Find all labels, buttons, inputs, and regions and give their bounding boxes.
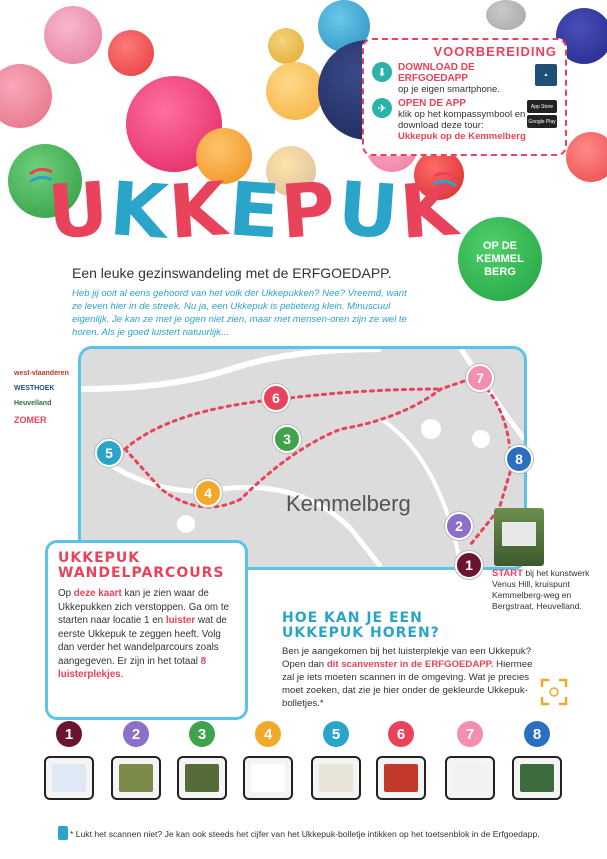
location-badge-text: OP DE KEMMEL BERG — [476, 239, 524, 278]
map-marker-3[interactable] — [273, 425, 301, 453]
scan-target-picture — [119, 764, 153, 792]
google-play-badge[interactable]: Google Play — [527, 115, 557, 128]
parcours-box — [45, 540, 248, 720]
parcours-title — [58, 551, 235, 581]
title-letter: U — [45, 165, 114, 257]
start-info — [492, 568, 602, 612]
parcours-count: 8 luisterplekjes — [58, 655, 207, 680]
parcours-text-3: wat de eerste Ukkepuk te zeggen heeft. Volg dan verder het wandelparcours zoals aangegeven. Er zijn in het totaal — [58, 615, 227, 667]
marker-number: 2 — [455, 518, 463, 534]
title-letter: U — [334, 165, 403, 257]
logo-heuvelland: Heuvelland — [14, 400, 52, 407]
scan-target-image-5 — [311, 756, 361, 800]
scan-target-picture — [251, 764, 285, 792]
pompom-decoration — [44, 6, 102, 64]
logo-zomer: ZOMER — [14, 415, 47, 425]
scan-window-icon — [540, 678, 568, 706]
how-to-hear-section — [282, 611, 582, 710]
map-marker-6[interactable] — [262, 384, 290, 412]
map-marker-1[interactable] — [455, 551, 483, 579]
footer-note: * Lukt het scannen niet? Je kan ook steeds het cijfer van het Ukkepuk-bolletje intikken op het toetsenblok in de Erfgoedapp. — [70, 829, 540, 839]
preparation-title: VOORBEREIDING — [433, 44, 557, 59]
scan-target-image-4 — [243, 756, 293, 800]
title-letter: K — [107, 166, 173, 256]
bottom-marker-2[interactable]: 2 — [123, 721, 149, 747]
intro-text: Heb jij ooit al eens gehoord van het volk der Ukkepukken? Nee? Vreemd, want ze leven hier in de streek. Nu ja, een Ukkepuk is petieterig klein. Minuscuul eigenlijk. Je kan ze met je ogen niet zien, maar met mensen-oren zijn ze wel te horen. Als je goed luistert natuurlijk... — [72, 288, 407, 338]
how-text — [282, 645, 540, 710]
bottom-marker-7[interactable]: 7 — [457, 721, 483, 747]
scan-target-image-7 — [445, 756, 495, 800]
open-app-title: OPEN DE APP — [398, 98, 466, 109]
subtitle: Een leuke gezinswandeling met de ERFGOEDAPP. — [72, 265, 392, 281]
scan-target-image-2 — [111, 756, 161, 800]
title-letter: K — [396, 166, 462, 256]
parcours-title-line2: WANDELPARCOURS — [58, 565, 225, 581]
start-photo — [494, 508, 544, 566]
logo-westhoek: WESTHOEK — [14, 385, 55, 392]
preparation-box — [362, 38, 567, 156]
scan-target-picture — [185, 764, 219, 792]
location-badge — [458, 217, 542, 301]
bottom-marker-1[interactable]: 1 — [56, 721, 82, 747]
map-label: Kemmelberg — [286, 491, 411, 516]
parcours-text-2: kan je zien waar de Ukkepukken zich verstoppen. Ga om te starten naar locatie 1 en — [58, 588, 229, 626]
pompom-decoration — [566, 132, 607, 182]
scan-target-image-3 — [177, 756, 227, 800]
map-marker-8[interactable] — [505, 445, 533, 473]
bottom-marker-8[interactable]: 8 — [524, 721, 550, 747]
scan-target-picture — [52, 764, 86, 792]
sparkle-right-decoration — [430, 170, 460, 190]
marker-number: 4 — [204, 485, 212, 501]
how-text-1: Ben je aangekomen bij het luisterplekje van een Ukkepuk? Open dan — [282, 646, 532, 670]
title-letter: K — [166, 166, 232, 256]
bottom-marker-4[interactable]: 4 — [255, 721, 281, 747]
app-store-badge[interactable]: App Store — [527, 100, 557, 113]
scan-target-picture — [520, 764, 554, 792]
pompom-decoration — [486, 0, 526, 30]
map-marker-7[interactable] — [466, 364, 494, 392]
download-step-title: DOWNLOAD DE ERFGOEDAPP — [398, 62, 475, 84]
marker-number: 7 — [476, 370, 484, 386]
how-text-2: Hiermee zal je iets moeten scannen in de omgeving. Wat je precies moet zoeken, dat zie je hier onder de gekleurde Ukkepuk-bolletjes.* — [282, 659, 533, 709]
open-app-text: klik op het kompassymbool en download deze tour: — [398, 109, 526, 131]
app-icon[interactable]: ▲ — [535, 64, 557, 86]
sparkle-left-decoration — [26, 166, 56, 186]
start-text: bij het kunstwerk Venus Hill, kruispunt Kemmelberg-weg en Bergstraat, Heuvelland. — [492, 568, 590, 611]
how-title — [282, 611, 582, 641]
tour-name: Ukkepuk op de Kemmelberg — [398, 131, 526, 142]
compass-icon: ✈ — [372, 98, 392, 118]
bottom-marker-3[interactable]: 3 — [189, 721, 215, 747]
pompom-decoration — [0, 64, 52, 128]
scan-target-picture — [384, 764, 418, 792]
how-title-line1: HOE KAN JE EEN — [282, 610, 423, 626]
title-letter: P — [278, 166, 341, 256]
download-step-text: op je eigen smartphone. — [398, 84, 500, 95]
map-marker-2[interactable] — [445, 512, 473, 540]
partner-logos — [14, 370, 70, 433]
scan-target-image-1 — [44, 756, 94, 800]
scan-target-image-8 — [512, 756, 562, 800]
pompom-decoration — [268, 28, 304, 64]
marker-number: 3 — [283, 431, 291, 447]
scan-target-picture — [453, 764, 487, 792]
logo-west-vlaanderen: west-vlaanderen — [14, 370, 69, 377]
map-marker-4[interactable] — [194, 479, 222, 507]
marker-number: 6 — [272, 390, 280, 406]
parcours-text-1: Op — [58, 588, 74, 599]
how-scan-word: dit scanvenster in de ERFGOEDAPP. — [326, 659, 494, 670]
pompom-decoration — [266, 62, 324, 120]
map-marker-5[interactable] — [95, 439, 123, 467]
marker-number: 5 — [105, 445, 113, 461]
page-title — [45, 165, 462, 257]
bottom-marker-6[interactable]: 6 — [388, 721, 414, 747]
parcours-listen-word: luister — [165, 615, 196, 626]
keypad-icon — [58, 826, 68, 840]
marker-number: 1 — [465, 557, 473, 573]
marker-number: 8 — [515, 451, 523, 467]
title-letter: E — [225, 166, 285, 256]
parcours-map-word: deze kaart — [73, 588, 122, 599]
parcours-text — [58, 587, 235, 682]
parcours-text-4: . — [120, 669, 124, 680]
bottom-marker-5[interactable]: 5 — [323, 721, 349, 747]
scan-target-picture — [319, 764, 353, 792]
start-label: START — [492, 568, 523, 579]
how-title-line2: UKKEPUK HOREN? — [282, 625, 440, 641]
parcours-title-line1: UKKEPUK — [58, 550, 141, 566]
download-icon: ⬇ — [372, 62, 392, 82]
scan-target-image-6 — [376, 756, 426, 800]
pompom-decoration — [108, 30, 154, 76]
